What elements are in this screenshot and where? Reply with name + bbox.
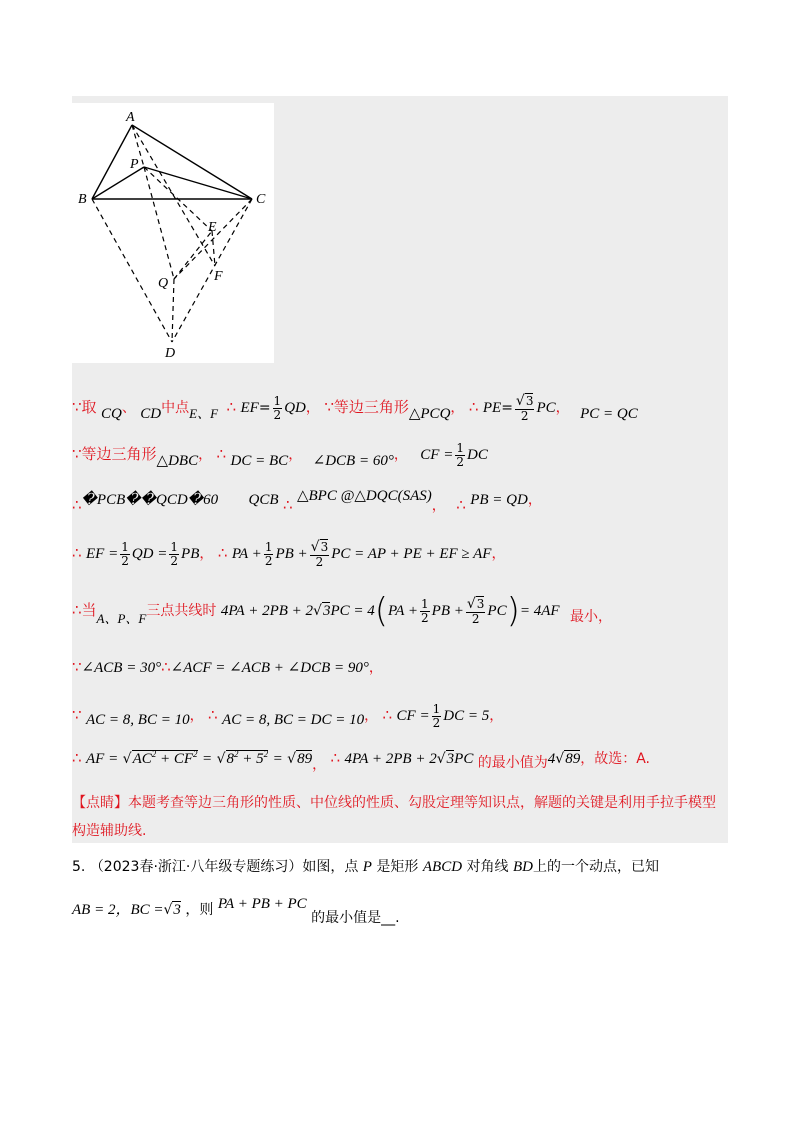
solution-line-8: ∴ AF = $√AC^2 + CF^2 = √8^2 + 5^2 = √89$， ∴ 4PA + 2PB + 2√3PC 的最小值为4√89，故选：A. (72, 749, 650, 773)
label-f: F (214, 269, 223, 284)
label-q: Q (158, 276, 169, 291)
solution-line-2: ∵等边三角形△DBC， ∴ DC = BC， ∠DCB = 60°， CF = $\frac{1}{2}$ DC (72, 441, 488, 470)
answer-blank[interactable]: __. (381, 910, 400, 926)
label-p: P (130, 157, 139, 172)
geometry-figure (72, 103, 274, 363)
label-e: E (208, 220, 217, 235)
solution-line-7: ∵ AC = 8, BC = 10， ∴ AC = 8, BC = DC = 10， ∴ CF = $\frac{1}{2}$ DC = 5， (72, 702, 504, 730)
label-a: A (126, 110, 135, 125)
solution-line-1: ∵取 CQ、 CD中点E、F ∴ EF= $\frac{1}{2}$ QD， ∵等边三角形△PCQ， ∴ PE= $\frac{√3}{2}$ PC， PC = QC (72, 393, 638, 423)
key-point-note: 【点睛】本题考查等边三角形的性质、中位线的性质、勾股定理等知识点，解题的关键是利用手拉手模型构造辅助线. (72, 795, 716, 839)
triangle-diagram (72, 103, 274, 363)
solution-line-4: ∴ EF = $\frac{1}{2}$ QD = $\frac{1}{2}$ PB， ∴ PA + $\frac{1}{2}$ PB + $\frac{√3}{2}$ PC = AP + PE + EF ≥ AF， (72, 539, 506, 569)
label-b: B (78, 192, 87, 207)
label-d: D (165, 346, 176, 361)
solution-line-3: ∴�PCB��QCD�60 QCB ∴ △BPC @△DQC(SAS)， ∴ PB = QD， (72, 488, 542, 514)
question-5-line-2: AB = 2，BC =√3 ，则 PA + PB + PC 的最小值是__. (72, 896, 400, 926)
question-5-line-1: 5. （2023春·浙江·八年级专题练习）如图，点 P 是矩形 ABCD 对角线 BD上的一个动点，已知 (72, 859, 659, 875)
label-c: C (256, 192, 266, 207)
solution-line-6: ∵∠ACB = 30°∴∠ACF = ∠ACB + ∠DCB = 90°， (72, 658, 383, 676)
solution-line-5: ∴当A、P、F三点共线时 4PA + 2PB + 2√3PC = 4(PA + $\frac{1}{2}$ PB + $\frac{√3}{2}$ PC)= 4AF 最小， (72, 591, 613, 631)
